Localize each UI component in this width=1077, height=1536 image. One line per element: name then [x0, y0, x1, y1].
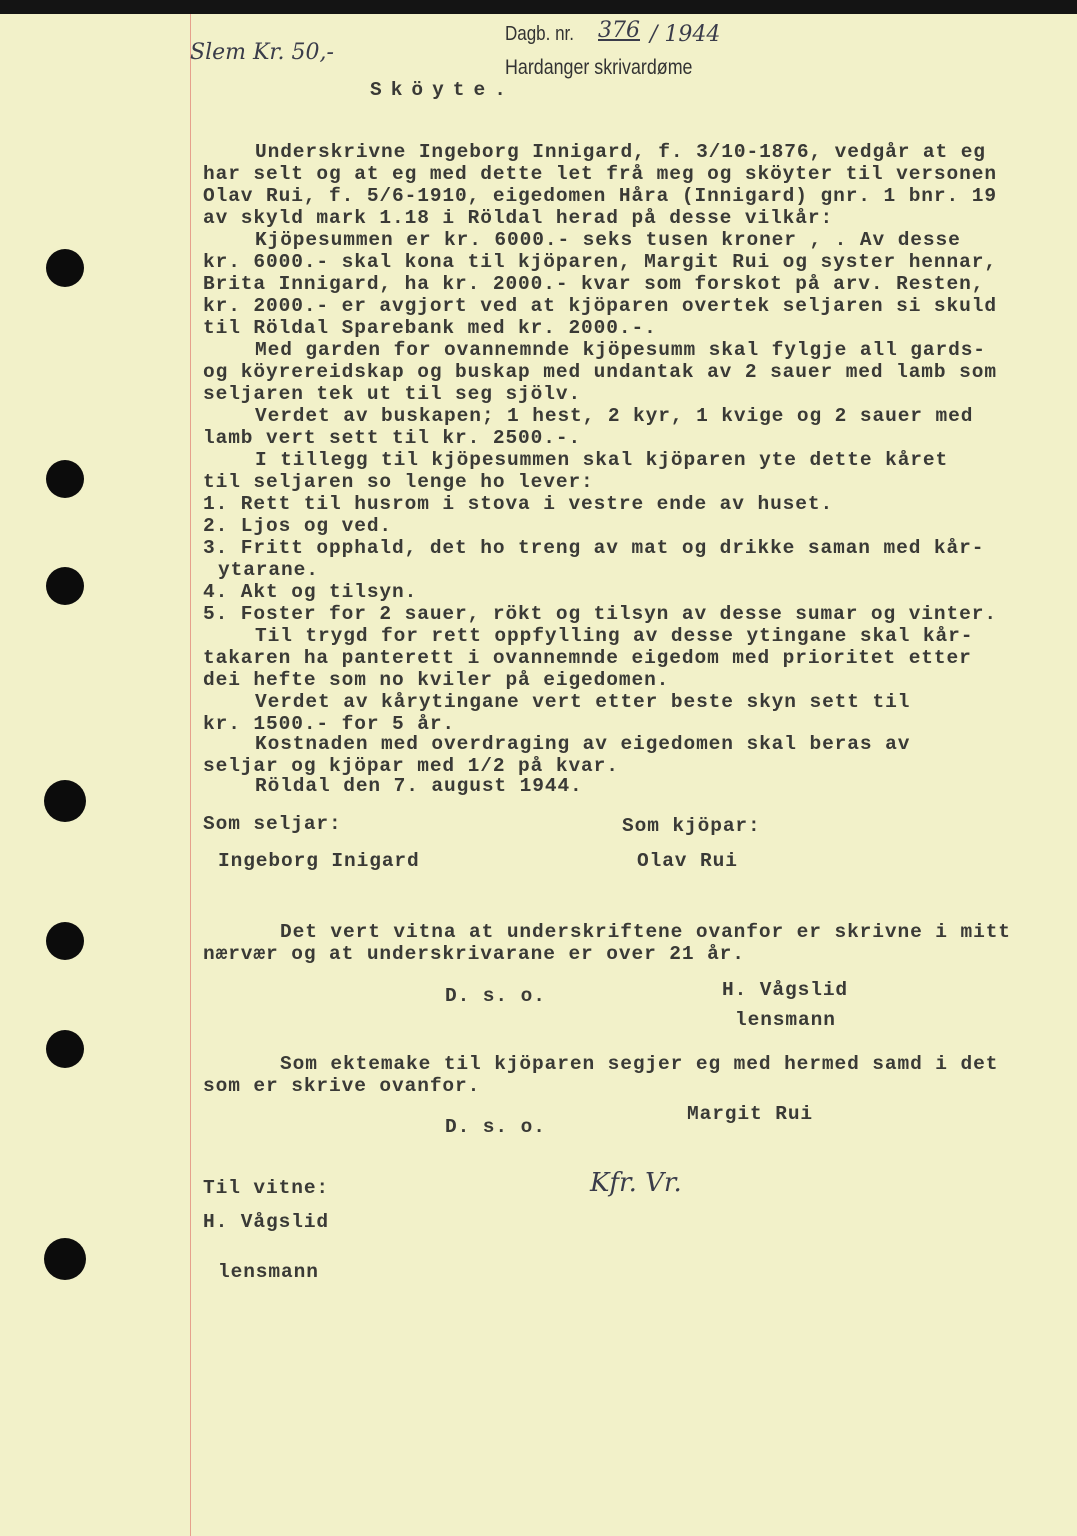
body-line: og köyrereidskap og buskap med undantak av 2 sauer med lamb som — [203, 361, 997, 383]
body-line: Med garden for ovannemnde kjöpesumm skal fylgje all gards- — [255, 339, 986, 361]
punch-hole — [46, 1030, 84, 1068]
seller-label: Som seljar: — [203, 813, 342, 835]
buyer-label: Som kjöpar: — [622, 815, 761, 837]
body-line: Kostnaden med overdraging av eigedomen skal beras av — [255, 733, 911, 755]
seller-name: Ingeborg Inigard — [218, 850, 420, 872]
body-line: har selt og at eg med dette let frå meg og sköyter til versonen — [203, 163, 997, 185]
punch-hole — [46, 567, 84, 605]
spouse-name: Margit Rui — [687, 1103, 814, 1125]
body-line: I tillegg til kjöpesummen skal kjöparen yte dette kåret — [255, 449, 949, 471]
body-line: lamb vert sett til kr. 2500.-. — [203, 427, 582, 449]
punch-hole — [44, 1238, 86, 1280]
body-line: seljaren tek ut til seg sjölv. — [203, 383, 582, 405]
body-line: kr. 6000.- skal kona til kjöparen, Margit Rui og syster hennar, — [203, 251, 997, 273]
punch-hole — [46, 249, 84, 287]
spouse-text-line: Som ektemake til kjöparen segjer eg med hermed samd i det — [280, 1053, 999, 1075]
body-line: kr. 2000.- er avgjort ved at kjöparen overtek seljaren si skuld — [203, 295, 997, 317]
diary-year: / 1944 — [650, 22, 721, 47]
witnesses-label: Til vitne: — [203, 1177, 330, 1199]
body-line: kr. 1500.- for 5 år. — [203, 713, 456, 735]
spouse-text-line: som er skrive ovanfor. — [203, 1075, 481, 1097]
body-line: Underskrivne Ingeborg Innigard, f. 3/10-1876, vedgår at eg — [255, 141, 986, 163]
witness-title: lensmann — [218, 1261, 319, 1283]
witness-name: H. Vågslid — [203, 1211, 330, 1233]
body-line: 5. Foster for 2 sauer, rökt og tilsyn av desse sumar og vinter. — [203, 603, 997, 625]
stamp-label: Dagb. nr. — [505, 23, 574, 45]
dso-mark: D. s. o. — [445, 1116, 546, 1138]
body-line: 3. Fritt opphald, det ho treng av mat og drikke saman med kår- — [203, 537, 985, 559]
handwritten-initials: Kfr. Vr. — [590, 1168, 682, 1198]
body-line: 1. Rett til husrom i stova i vestre ende av huset. — [203, 493, 834, 515]
stamp-office: Hardanger skrivardøme — [505, 56, 693, 79]
scan-border — [0, 0, 1077, 14]
witness-text-line: Det vert vitna at underskriftene ovanfor er skrivne i mitt — [280, 921, 1011, 943]
officer-title: lensmann — [735, 1009, 836, 1031]
body-line: 4. Akt og tilsyn. — [203, 581, 418, 603]
body-line: til Röldal Sparebank med kr. 2000.-. — [203, 317, 657, 339]
document-title: Sköyte. — [370, 79, 515, 101]
buyer-name: Olav Rui — [637, 850, 738, 872]
dso-mark: D. s. o. — [445, 985, 546, 1007]
handwritten-fee-note: Slem Kr. 50,- — [190, 40, 334, 65]
body-line: dei hefte som no kviler på eigedomen. — [203, 669, 670, 691]
body-line: av skyld mark 1.18 i Röldal herad på desse vilkår: — [203, 207, 834, 229]
body-line: til seljaren so lenge ho lever: — [203, 471, 594, 493]
body-line: Brita Innigard, ha kr. 2000.- kvar som forskot på arv. Resten, — [203, 273, 985, 295]
body-line: Til trygd for rett oppfylling av desse ytingane skal kår- — [255, 625, 974, 647]
body-line: ytarane. — [218, 559, 319, 581]
margin-line — [190, 14, 191, 1536]
body-line: Olav Rui, f. 5/6-1910, eigedomen Håra (Innigard) gnr. 1 bnr. 19 — [203, 185, 997, 207]
body-line: takaren ha panterett i ovannemnde eigedom med prioritet etter — [203, 647, 972, 669]
body-line: seljar og kjöpar med 1/2 på kvar. — [203, 755, 619, 777]
punch-hole — [46, 460, 84, 498]
punch-hole — [44, 780, 86, 822]
body-line: Verdet av kårytingane vert etter beste skyn sett til — [255, 691, 911, 713]
body-line: Verdet av buskapen; 1 hest, 2 kyr, 1 kvige og 2 sauer med — [255, 405, 974, 427]
diary-number: 376 — [598, 18, 640, 43]
punch-hole — [46, 922, 84, 960]
officer-name: H. Vågslid — [722, 979, 849, 1001]
witness-text-line: nærvær og at underskrivarane er over 21 år. — [203, 943, 745, 965]
body-line: 2. Ljos og ved. — [203, 515, 393, 537]
body-line: Kjöpesummen er kr. 6000.- seks tusen kroner , . Av desse — [255, 229, 961, 251]
place-date: Röldal den 7. august 1944. — [255, 775, 583, 797]
